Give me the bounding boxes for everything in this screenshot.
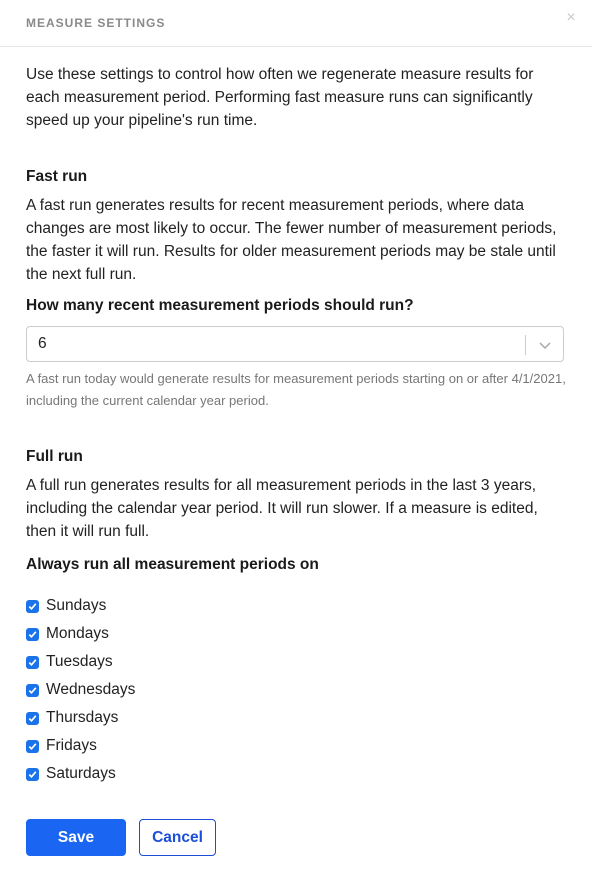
- checkmark-icon: [28, 770, 37, 779]
- days-checkbox-list: [26, 592, 566, 788]
- day-label: Tuesdays: [46, 653, 113, 670]
- periods-select-value: 6: [38, 335, 47, 352]
- close-icon: ×: [566, 9, 576, 26]
- checkbox-wednesdays[interactable]: [26, 684, 39, 697]
- checkbox-thursdays[interactable]: [26, 712, 39, 725]
- checkbox-saturdays[interactable]: [26, 768, 39, 781]
- day-saturdays[interactable]: [26, 760, 566, 788]
- day-label: Wednesdays: [46, 681, 136, 698]
- checkmark-icon: [28, 686, 37, 695]
- checkmark-icon: [28, 714, 37, 723]
- checkmark-icon: [28, 602, 37, 611]
- day-label: Saturdays: [46, 765, 116, 782]
- intro-text: Use these settings to control how often we regenerate measure results for each measurement period. Performing fast measure runs can significantly speed up your pipeline's run time.: [26, 66, 534, 129]
- always-run-title: Always run all measurement periods on: [26, 556, 319, 573]
- checkmark-icon: [28, 742, 37, 751]
- day-tuesdays[interactable]: [26, 648, 566, 676]
- periods-select[interactable]: [26, 326, 564, 362]
- day-wednesdays[interactable]: [26, 676, 566, 704]
- day-label: Thursdays: [46, 709, 119, 726]
- day-thursdays[interactable]: [26, 704, 566, 732]
- close-button[interactable]: [562, 9, 580, 27]
- save-button[interactable]: Save: [26, 819, 126, 856]
- modal-header: [0, 0, 592, 47]
- cancel-button[interactable]: Cancel: [139, 819, 216, 856]
- fast-run-question: How many recent measurement periods should run?: [26, 297, 414, 314]
- select-divider: [525, 335, 526, 355]
- day-sundays[interactable]: [26, 592, 566, 620]
- day-fridays[interactable]: [26, 732, 566, 760]
- checkbox-mondays[interactable]: [26, 628, 39, 641]
- checkbox-tuesdays[interactable]: [26, 656, 39, 669]
- action-buttons: [26, 819, 566, 856]
- checkbox-sundays[interactable]: [26, 600, 39, 613]
- full-run-description: A full run generates results for all measurement periods in the last 3 years, including the calendar year period. It will run slower. If a measure is edited, then it will run full.: [26, 477, 538, 540]
- checkmark-icon: [28, 658, 37, 667]
- checkmark-icon: [28, 630, 37, 639]
- fast-run-title: Fast run: [26, 168, 88, 185]
- modal-title: MEASURE SETTINGS: [26, 16, 166, 30]
- day-label: Fridays: [46, 737, 97, 754]
- checkbox-fridays[interactable]: [26, 740, 39, 753]
- day-mondays[interactable]: [26, 620, 566, 648]
- fast-run-hint: A fast run today would generate results for measurement periods starting on or after 4/1/2021, including the current calendar year period.: [26, 371, 566, 408]
- full-run-title: Full run: [26, 448, 83, 465]
- chevron-down-icon[interactable]: [537, 337, 553, 353]
- day-label: Mondays: [46, 625, 109, 642]
- day-label: Sundays: [46, 597, 107, 614]
- modal-body: [0, 63, 592, 856]
- fast-run-description: A fast run generates results for recent measurement periods, where data changes are most likely to occur. The fewer number of measurement periods, the faster it will run. Results for older measurement periods may be stale until the next full run.: [26, 197, 557, 283]
